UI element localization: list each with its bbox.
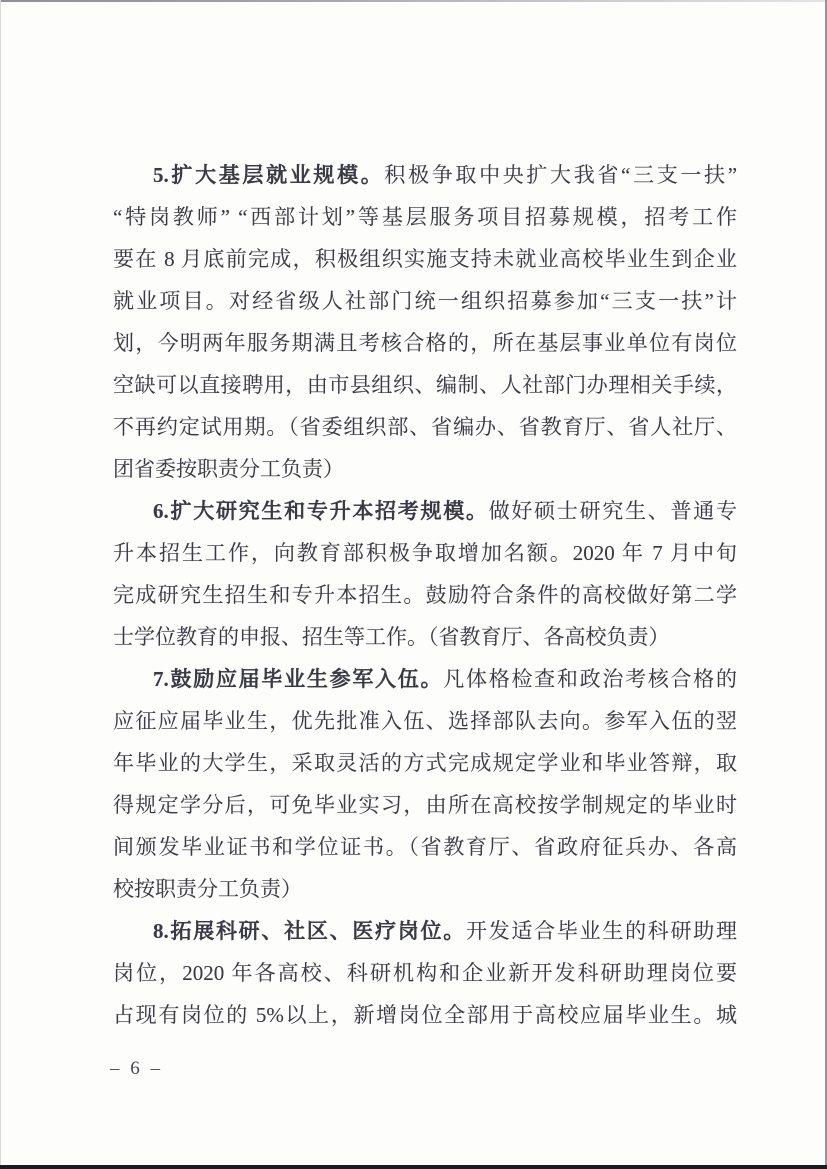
paragraph-text: 凡体格检查和政治考核合格的 xyxy=(443,667,737,691)
text-line xyxy=(113,490,737,532)
document-body xyxy=(113,154,737,1036)
text-line: 士学位教育的申报、招生等工作。（省教育厅、各高校负责） xyxy=(113,625,670,649)
text-line: 得规定学分后，可免毕业实习，由所在高校按学制规定的毕业时 xyxy=(113,793,737,817)
text-line: 空缺可以直接聘用，由市县组织、编制、人社部门办理相关手续， xyxy=(113,373,737,397)
scan-edge-bottom xyxy=(0,1165,827,1169)
text-line: 团省委按职责分工负责） xyxy=(113,457,344,481)
paragraph-text: 积极争取中央扩大我省“三支一扶” xyxy=(384,163,737,187)
paragraph-lead: 6.扩大研究生和专升本招考规模。 xyxy=(153,499,489,523)
text-line: 占现有岗位的 5%以上，新增岗位全部用于高校应届毕业生。城 xyxy=(113,1003,737,1027)
text-line xyxy=(113,154,737,196)
paragraph-lead: 8.拓展科研、社区、医疗岗位。 xyxy=(153,919,466,943)
text-line: 要在 8 月底前完成，积极组织实施支持未就业高校毕业生到企业 xyxy=(113,247,737,271)
text-line xyxy=(113,658,737,700)
text-line: 就业项目。对经省级人社部门统一组织招募参加“三支一扶”计 xyxy=(113,289,737,313)
page-number: – 6 – xyxy=(110,1058,163,1079)
text-line: 划，今明两年服务期满且考核合格的，所在基层事业单位有岗位 xyxy=(113,331,737,355)
scan-edge-top xyxy=(0,0,827,2)
text-line: 完成研究生招生和专升本招生。鼓励符合条件的高校做好第二学 xyxy=(113,583,737,607)
paragraph-text: 做好硕士研究生、普通专 xyxy=(488,499,737,523)
paragraph-lead: 5.扩大基层就业规模。 xyxy=(153,163,385,187)
text-line xyxy=(113,910,737,952)
text-line: “特岗教师” “西部计划”等基层服务项目招募规模，招考工作 xyxy=(113,205,737,229)
text-line: 年毕业的大学生，采取灵活的方式完成规定学业和毕业答辩，取 xyxy=(113,751,737,775)
paragraph-text: 开发适合毕业生的科研助理 xyxy=(465,919,737,943)
scan-edge-left xyxy=(0,0,1,1169)
text-line: 间颁发毕业证书和学位证书。（省教育厅、省政府征兵办、各高 xyxy=(113,835,737,859)
text-line: 升本招生工作，向教育部积极争取增加名额。2020 年 7 月中旬 xyxy=(113,541,737,565)
text-line: 岗位，2020 年各高校、科研机构和企业新开发科研助理岗位要 xyxy=(113,961,737,985)
text-line: 不再约定试用期。（省委组织部、省编办、省教育厅、省人社厅、 xyxy=(113,415,737,439)
text-line: 应征应届毕业生，优先批准入伍、选择部队去向。参军入伍的翌 xyxy=(113,709,737,733)
text-line: 校按职责分工负责） xyxy=(113,877,302,901)
paragraph-lead: 7.鼓励应届毕业生参军入伍。 xyxy=(153,667,444,691)
